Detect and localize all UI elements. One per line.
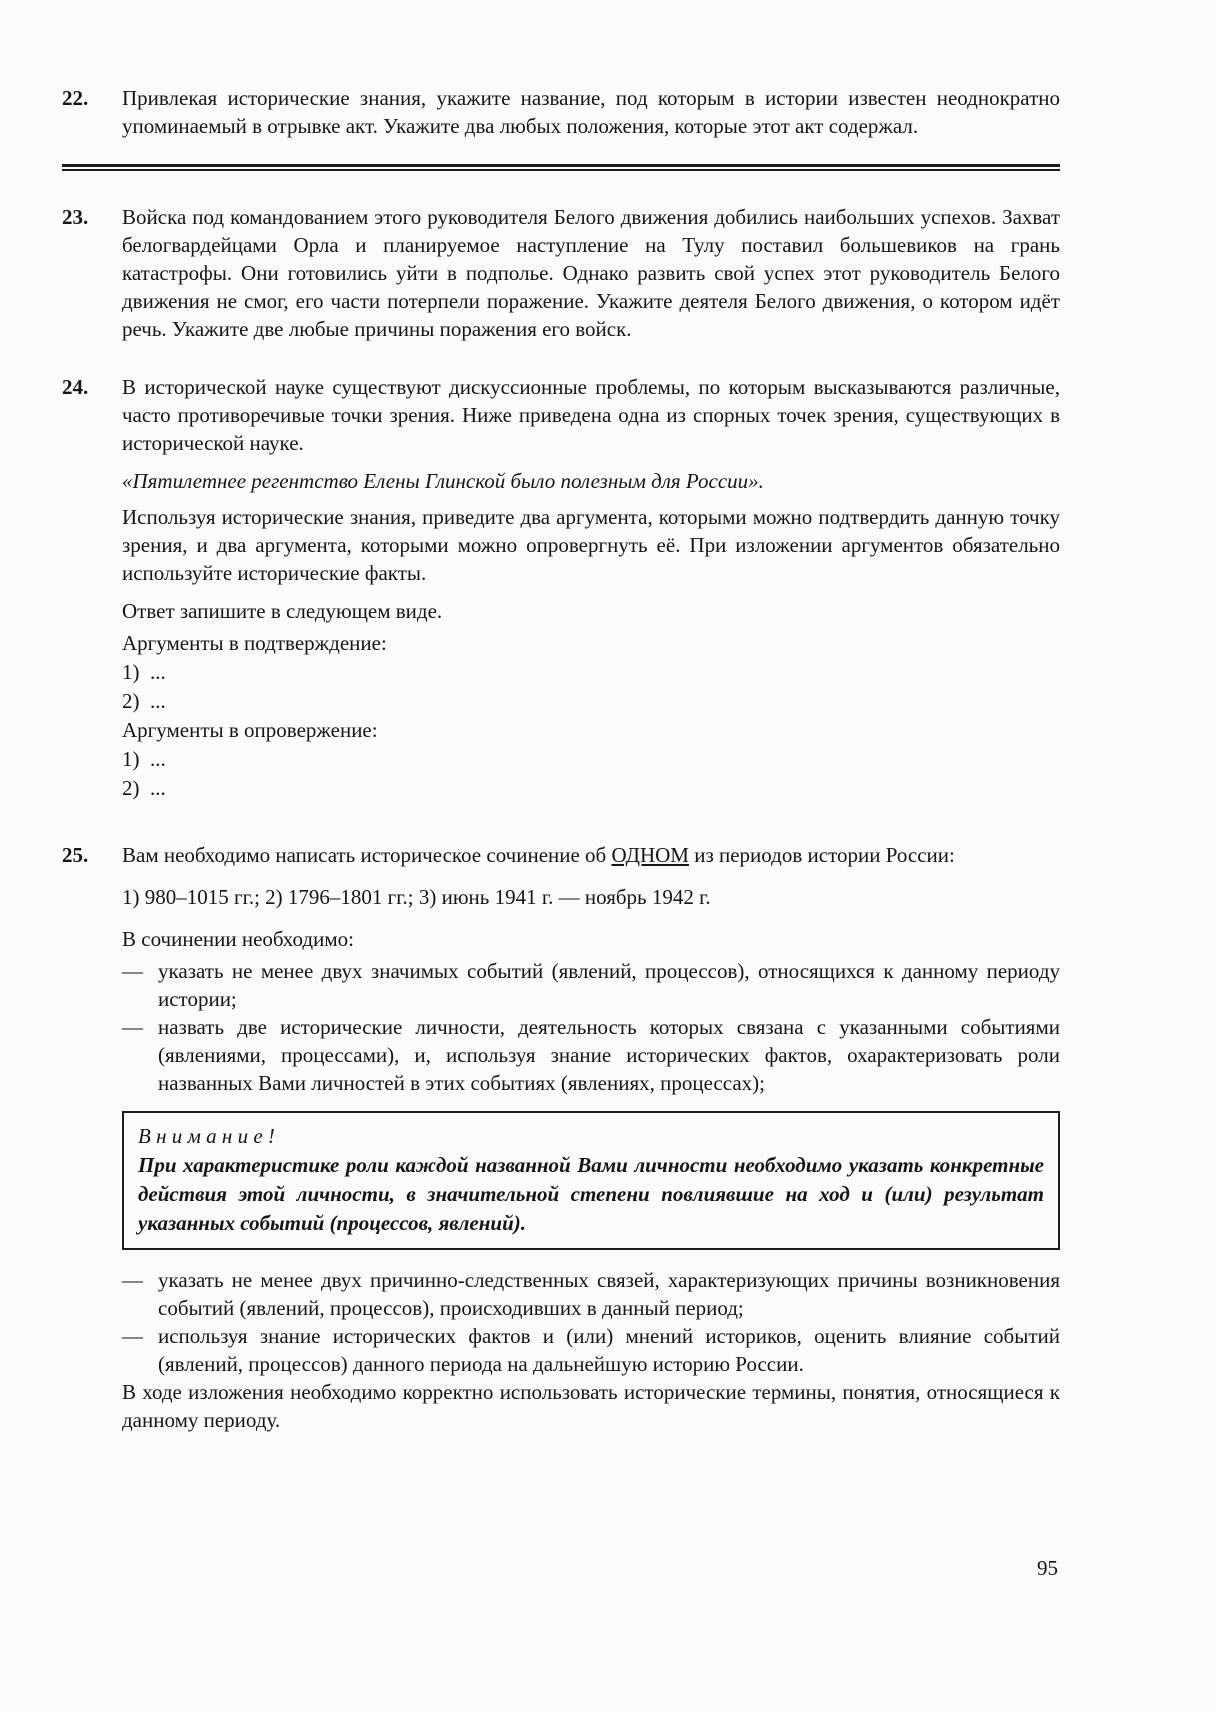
attention-title: В н и м а н и е ! [138,1124,275,1148]
question-24-quote: «Пятилетнее регентство Елены Глинской было полезным для России». [122,469,764,493]
requirement-text: назвать две исторические личности, деятельность которых связана с указанными событиями (явлениями, процессами), и, используя знание исторических фактов, охарактеризовать роли названных Вами личностей в этих событиях (явлениях, процессах); [158,1015,1060,1095]
question-25-intro [122,841,1060,869]
intro-text-after: из периодов истории России: [688,843,955,867]
attention-text: При характеристике роли каждой названной Вами личности необходимо указать конкретные действия этой личности, в значительной степени повлиявшие на ход и (или) результат указанных событий (процессов, явлений). [138,1153,1044,1235]
answer-template-line: 2) ... [122,776,166,800]
question-24-task: Используя исторические знания, приведите два аргумента, которыми можно подтвердить данную точку зрения, и два аргумента, которыми можно опровергнуть её. При изложении аргументов обязательно используйте исторические факты. [122,505,1060,585]
question-24-number: 24. [62,375,89,399]
period-options: 1) 980–1015 гг.; 2) 1796–1801 гг.; 3) июнь 1941 г. — ноябрь 1942 г. [122,885,711,909]
attention-box [122,1111,1060,1250]
question-22 [62,84,1060,140]
question-24-body [122,373,1060,803]
question-24-intro: В исторической науке существуют дискуссионные проблемы, по которым высказываются различные, часто противоречивые точки зрения. Ниже приведена одна из спорных точек зрения, существующих в исторической науке. [122,375,1060,455]
answer-template-line: 1) ... [122,660,166,684]
question-24-answer-intro: Ответ запишите в следующем виде. [122,599,443,623]
dash-marker: — [122,1324,143,1348]
requirement-item [122,957,1060,1013]
dash-marker: — [122,1015,143,1039]
question-23 [62,203,1060,343]
requirements-label: В сочинении необходимо: [122,927,354,951]
question-25-outro: В ходе изложения необходимо корректно использовать исторические термины, понятия, относящиеся к данному периоду. [122,1380,1060,1432]
requirement-item [122,1266,1060,1322]
question-25 [62,841,1060,1434]
question-23-text: Войска под командованием этого руководителя Белого движения добились наибольших успехов. Захват белогвардейцами Орла и планируемое наступление на Тулу поставил большевиков на грань катастрофы. Они готовились уйти в подполье. Однако развить свой успех этот руководитель Белого движения не смог, его части потерпели поражение. Укажите деятеля Белого движения, о котором идёт речь. Укажите две любые причины поражения его войск. [122,205,1060,341]
section-divider [62,164,1060,171]
question-23-body [122,203,1060,343]
answer-template-line: Аргументы в опровержение: [122,718,378,742]
answer-template-line: 1) ... [122,747,166,771]
dash-marker: — [122,959,143,983]
question-22-number: 22. [62,86,89,110]
question-25-number: 25. [62,843,89,867]
requirement-text: указать не менее двух причинно-следственных связей, характеризующих причины возникновения событий (явлений, процессов), происходивших в данный период; [158,1268,1060,1320]
page-number: 95 [1037,1556,1058,1580]
underlined-word: ОДНОМ [611,843,689,867]
question-24 [62,373,1060,803]
question-23-number: 23. [62,205,89,229]
intro-text-before: Вам необходимо написать историческое сочинение об [122,843,612,867]
requirement-text: используя знание исторических фактов и (или) мнений историков, оценить влияние событий (явлений, процессов) данного периода на дальнейшую историю России. [158,1324,1060,1376]
dash-marker: — [122,1268,143,1292]
requirement-text: указать не менее двух значимых событий (явлений, процессов), относящихся к данному периоду истории; [158,959,1060,1011]
answer-template-line: 2) ... [122,689,166,713]
question-22-text: Привлекая исторические знания, укажите название, под которым в истории известен неоднократно упоминаемый в отрывке акт. Укажите два любых положения, которые этот акт содержал. [122,86,1060,138]
requirement-item [122,1322,1060,1378]
question-22-body [122,84,1060,140]
answer-template-line: Аргументы в подтверждение: [122,631,387,655]
requirement-item [122,1013,1060,1097]
question-25-body [122,841,1060,1434]
